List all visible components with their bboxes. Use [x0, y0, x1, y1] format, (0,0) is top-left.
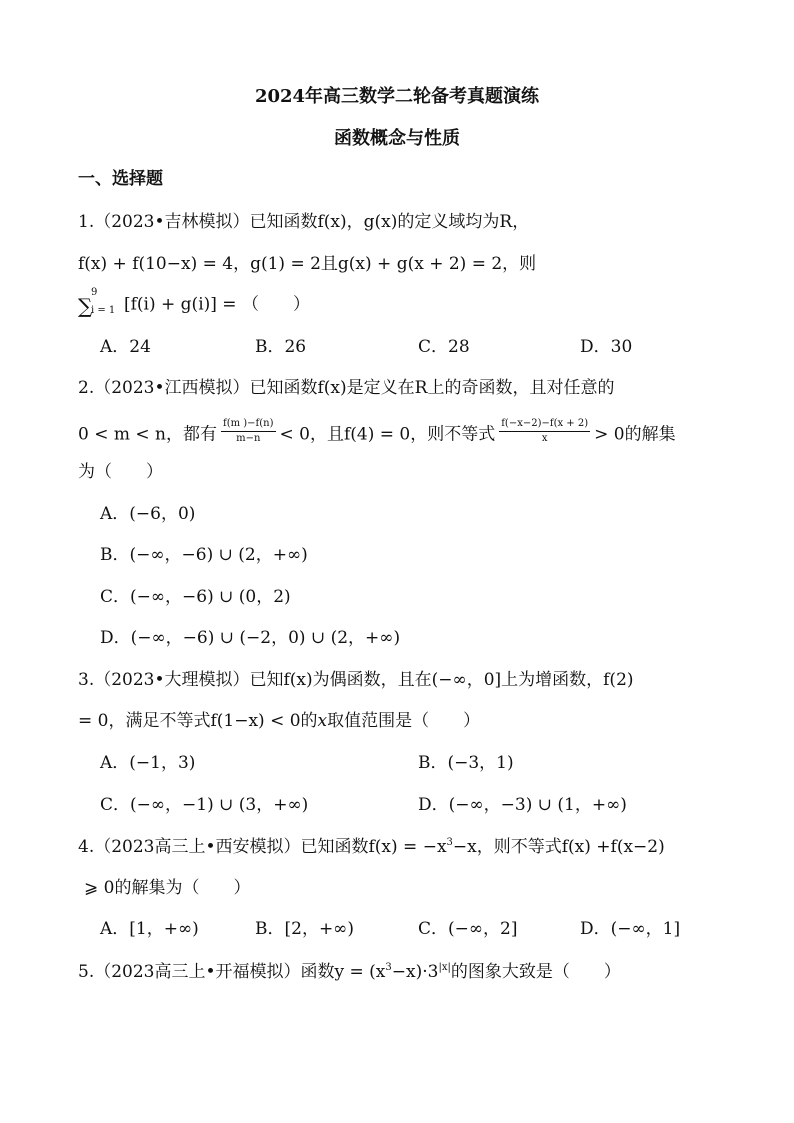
page-title: 2024年高三数学二轮备考真题演练 [254, 86, 540, 107]
question-3-option-c[interactable]: C．(−∞，−1) ∪ (3，+∞) [100, 795, 309, 815]
fraction-1-denominator: m−n [236, 432, 261, 444]
question-5-text-a: 5.（2023高三上•开福模拟）函数y = (x [78, 962, 386, 982]
question-2-stem-line2 [78, 418, 676, 448]
fraction-2-denominator: x [541, 432, 548, 444]
question-2-text-b: < 0，且f(4) = 0，则不等式 [279, 424, 496, 445]
question-3-text-a: = 0，满足不等式f(1−x) < 0的 [78, 711, 318, 731]
summation-symbol: ∑ 9 i = 1 [78, 287, 116, 318]
question-5-text-b: −x)·3 [391, 962, 439, 982]
question-4-option-a[interactable]: A．[1，+∞) [100, 919, 199, 939]
question-3-option-a[interactable]: A．(−1，3) [100, 753, 196, 773]
question-2-stem-line3: 为（ ） [78, 462, 163, 482]
question-4-option-b[interactable]: B．[2，+∞) [255, 919, 354, 939]
fraction-1 [221, 418, 276, 444]
question-2-option-d[interactable]: D．(−∞，−6) ∪ (−2，0) ∪ (2，+∞) [100, 628, 401, 648]
question-2-option-a[interactable]: A．(−6，0) [100, 504, 196, 524]
question-2-option-b[interactable]: B．(−∞，−6) ∪ (2，+∞) [100, 545, 308, 565]
question-4-text-a: 4.（2023高三上•西安模拟）已知函数f(x) = −x [78, 837, 447, 857]
exponent-abs-x: |x| [438, 962, 451, 973]
question-3-stem-line2 [78, 713, 480, 730]
question-1-option-b[interactable]: B．26 [255, 337, 307, 357]
fraction-1-numerator: f(m )−f(n) [221, 418, 276, 432]
exponent-cube: 3 [385, 962, 392, 973]
summation-body: [f(i) + g(i)] = （ ） [124, 294, 310, 315]
variable-x: x [317, 711, 328, 731]
question-1-stem-line1: 1.（2023•吉林模拟）已知函数f(x)，g(x)的定义域均为R， [78, 212, 530, 232]
question-4-option-c[interactable]: C．(−∞，2] [418, 919, 518, 939]
question-2-stem-line1: 2.（2023•江西模拟）已知函数f(x)是定义在R上的奇函数，且对任意的 [78, 378, 615, 398]
question-5-stem-line1 [78, 963, 621, 981]
question-1-stem-line2: f(x) + f(10−x) = 4，g(1) = 2且g(x) + g(x + 2) = 2，则 [78, 254, 537, 274]
question-2-option-c[interactable]: C．(−∞，−6) ∪ (0，2) [100, 587, 291, 607]
question-2-text-c: > 0的解集 [594, 424, 676, 445]
question-3-option-b[interactable]: B．(−3，1) [418, 753, 514, 773]
question-1-option-a[interactable]: A．24 [100, 337, 151, 357]
question-4-text-b: −x，则不等式f(x) +f(x−2) [452, 837, 665, 857]
question-1-option-c[interactable]: C．28 [418, 337, 470, 357]
question-4-stem-line2: ⩾ 0的解集为（ ） [84, 878, 251, 898]
question-3-stem-line1: 3.（2023•大理模拟）已知f(x)为偶函数，且在(−∞，0]上为增函数，f(2) [78, 670, 634, 690]
page-subtitle: 函数概念与性质 [334, 128, 460, 149]
summation-upper-bound: 9 [91, 287, 98, 298]
fraction-2-numerator: f(−x−2)−f(x + 2) [499, 418, 590, 432]
exponent: 3 [446, 837, 453, 848]
question-1-option-d[interactable]: D．30 [580, 337, 633, 357]
summation-lower-bound: i = 1 [91, 305, 116, 316]
fraction-2 [499, 418, 590, 444]
question-4-option-d[interactable]: D．(−∞，1] [580, 919, 681, 939]
section-heading: 一、选择题 [78, 169, 163, 189]
question-2-text-a: 0 < m < n，都有 [78, 424, 217, 445]
question-5-text-c: 的图象大致是（ ） [450, 962, 621, 982]
question-4-stem-line1 [78, 838, 665, 856]
question-3-option-d[interactable]: D．(−∞，−3) ∪ (1，+∞) [418, 795, 627, 815]
question-1-stem-line3 [78, 287, 310, 318]
question-3-text-b: 取值范围是（ ） [327, 711, 481, 731]
